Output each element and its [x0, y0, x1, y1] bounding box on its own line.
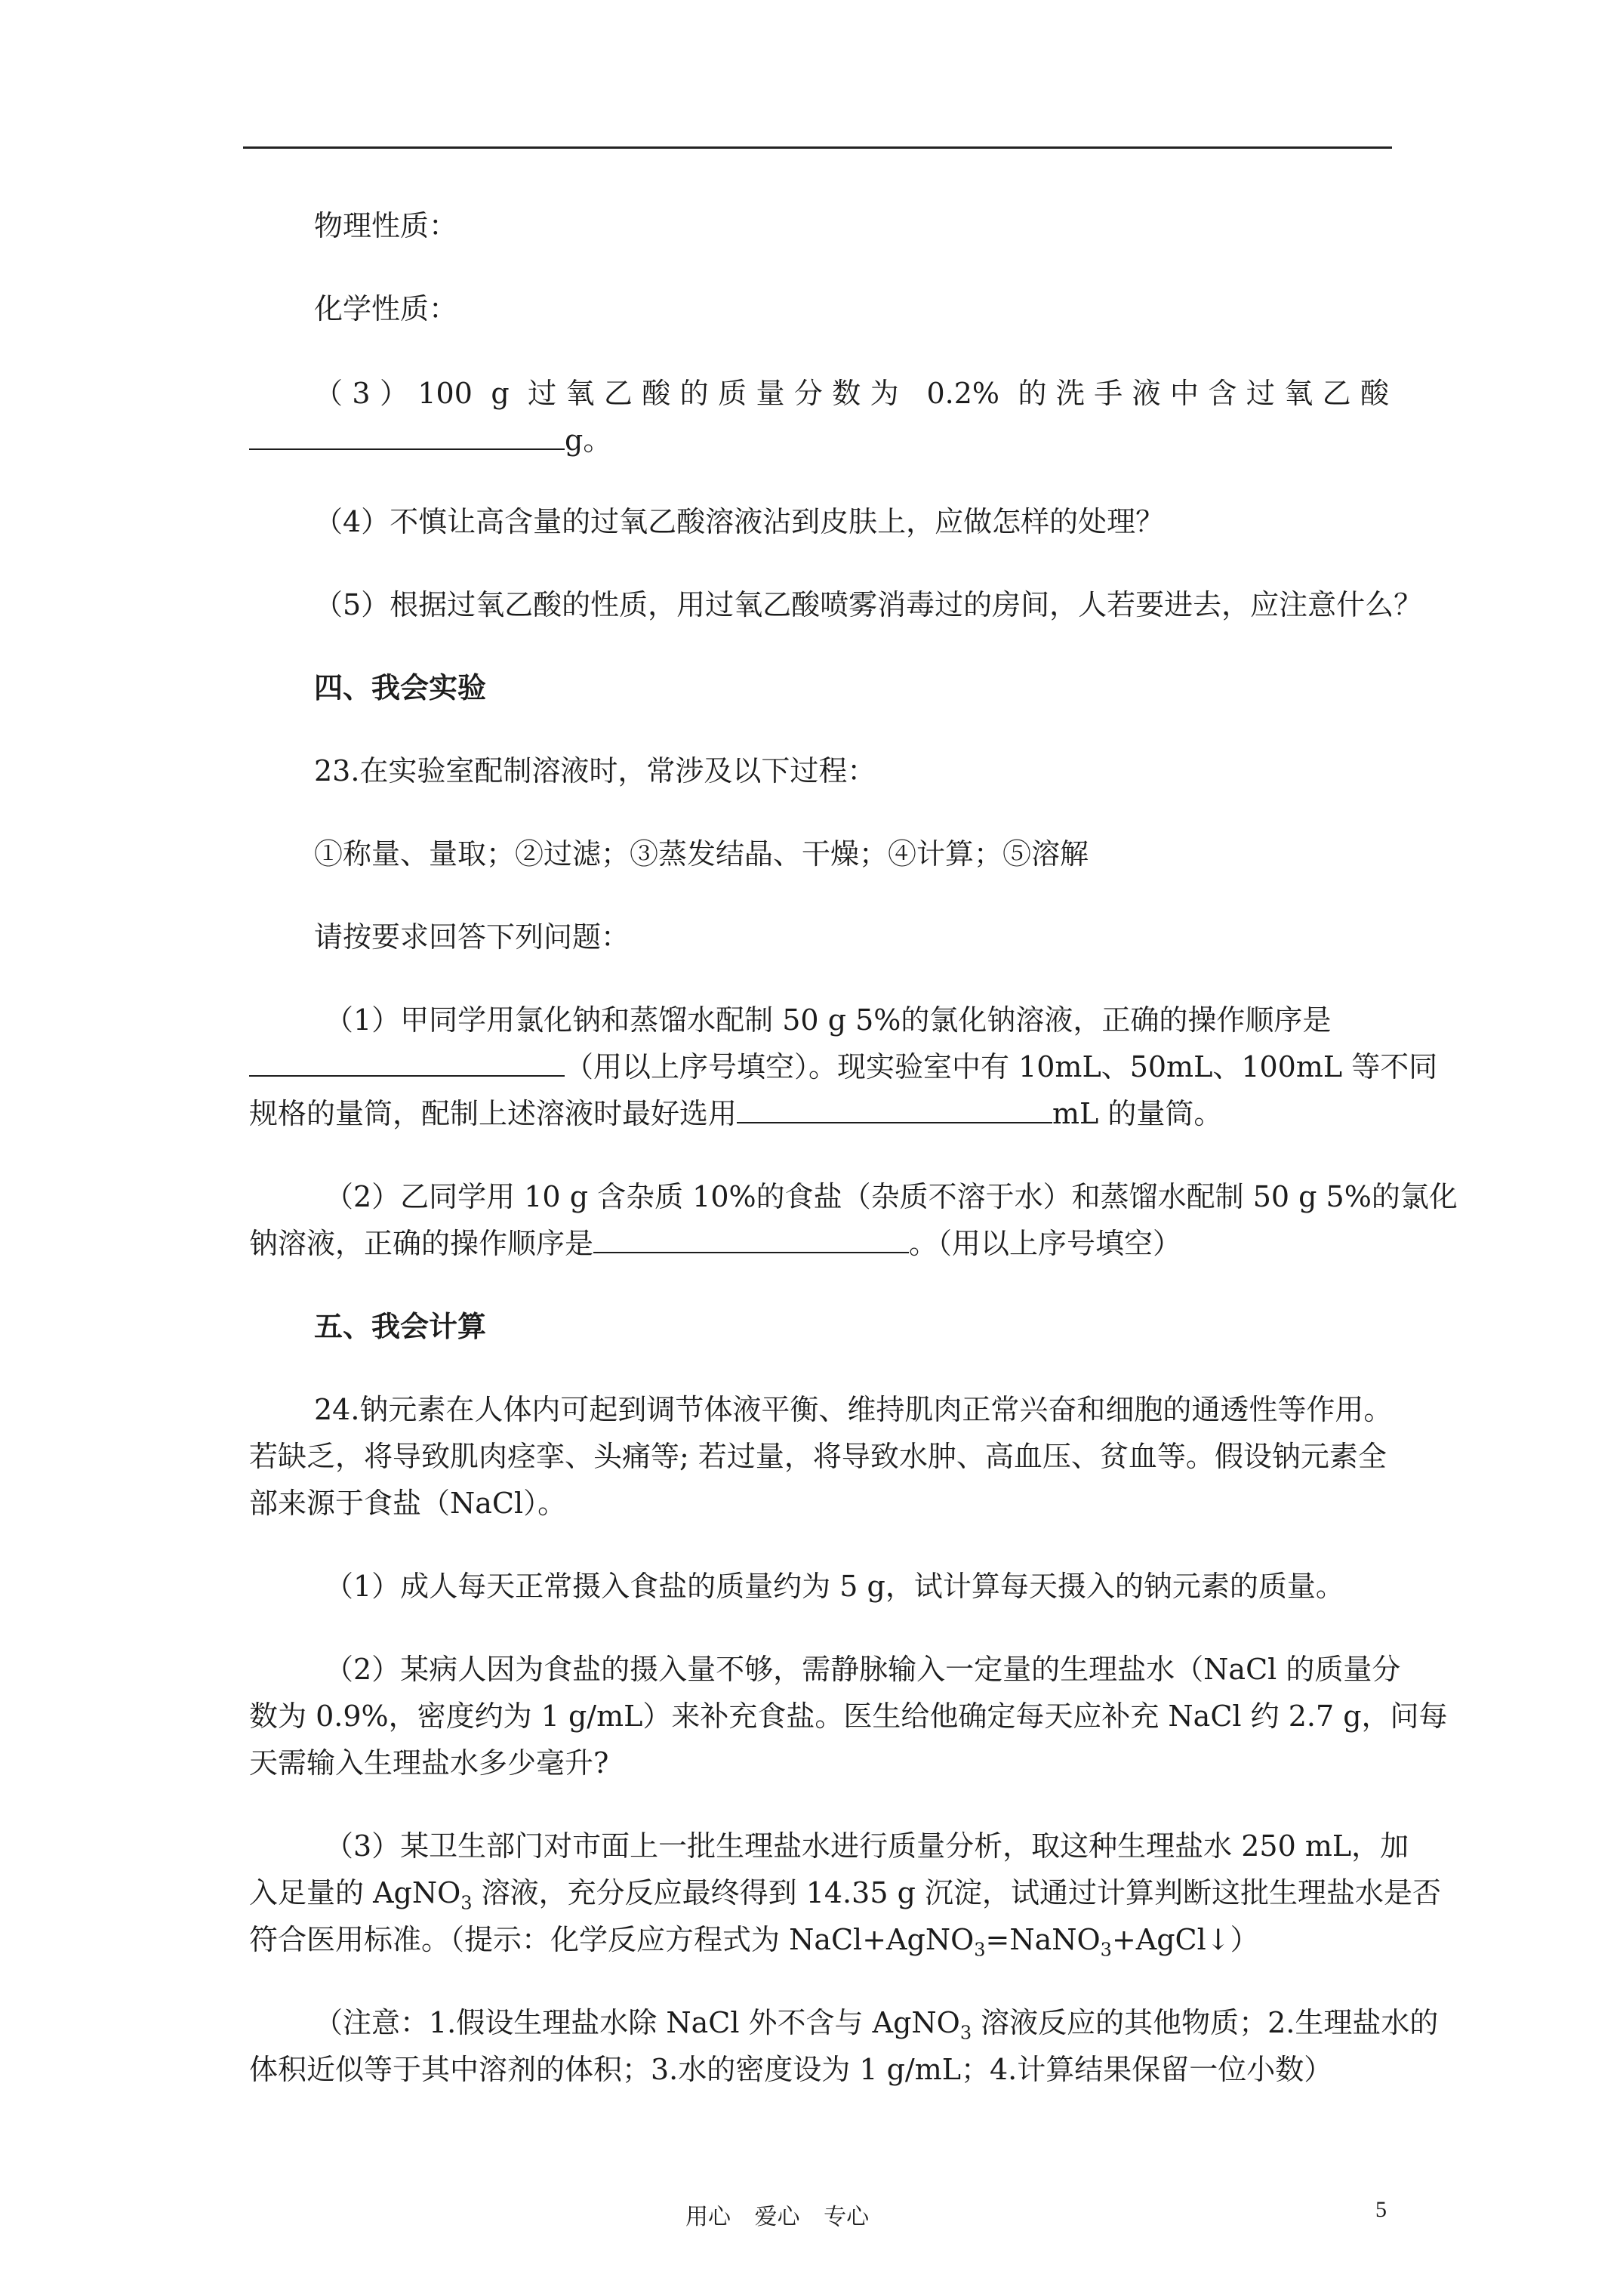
q24-part1: （1）成人每天正常摄入食盐的质量约为 5 g，试计算每天摄入的钠元素的质量。: [325, 1570, 1344, 1603]
q24-part3-line2-b: 溶液，充分反应最终得到 14.35 g 沉淀，试通过计算判断这批生理盐水是否: [472, 1876, 1441, 1909]
footer-slogan: 用心 爱心 专心: [685, 2204, 870, 2230]
q24-part3-line3-c: +AgCl↓）: [1111, 1923, 1259, 1956]
q23-part1-line2-text: （用以上序号填空）。现实验室中有 10mL、50mL、100mL 等不同: [565, 1050, 1438, 1083]
q23-part2-line2-text: 钠溶液，正确的操作顺序是: [249, 1227, 594, 1260]
q23-part1-line3: [249, 1095, 1222, 1133]
q23-stem: 23.在实验室配制溶液时，常涉及以下过程：: [314, 754, 876, 787]
q23-part1-line2: [249, 1048, 1437, 1086]
subscript: 3: [1100, 1939, 1112, 1961]
answer-blank[interactable]: [737, 1096, 1052, 1123]
section5-heading: 五、我会计算: [314, 1309, 487, 1343]
q24-part3-line3-a: 符合医用标准。（提示：化学反应方程式为 NaCl+AgNO: [249, 1923, 975, 1956]
q23-steps: ①称量、量取；②过滤；③蒸发结晶、干燥；④计算；⑤溶解: [314, 837, 1089, 871]
q23-prompt: 请按要求回答下列问题：: [314, 920, 630, 954]
q24-part3-line3: [249, 1921, 1259, 1959]
section4-heading: 四、我会实验: [314, 670, 487, 704]
q23-part1-line3-text: 规格的量筒，配制上述溶液时最好选用: [249, 1097, 738, 1130]
answer-blank[interactable]: [249, 1049, 565, 1077]
q23-part2-line1: （2）乙同学用 10 g 含杂质 10%的食盐（杂质不溶于水）和蒸馏水配制 50 g 5%的氯化: [325, 1180, 1458, 1213]
q23-part2-line2-end: 。（用以上序号填空）: [909, 1227, 1182, 1260]
q23-part2-line2: [249, 1225, 1181, 1262]
q24-part2-line3: 天需输入生理盐水多少毫升?: [249, 1746, 609, 1780]
q24-note-line1-b: 溶液反应的其他物质；2.生理盐水的: [972, 2006, 1439, 2039]
subscript: 3: [460, 1892, 473, 1914]
q23-part1-line1: （1）甲同学用氯化钠和蒸馏水配制 50 g 5%的氯化钠溶液，正确的操作顺序是: [325, 1003, 1332, 1037]
q22-part4: （4）不慎让高含量的过氧乙酸溶液沾到皮肤上，应做怎样的处理？: [314, 505, 1165, 538]
q22-part3-unit: g。: [565, 424, 612, 457]
q24-part2-line1: （2）某病人因为食盐的摄入量不够，需静脉输入一定量的生理盐水（NaCl 的质量分: [325, 1653, 1401, 1686]
q24-part2-line2: 数为 0.9%，密度约为 1 g/mL）来补充食盐。医生给他确定每天应补充 NaCl 约 2.7 g，问每: [249, 1700, 1448, 1733]
q22-part3-text: （3）100 g 过氧乙酸的质量分数为 0.2% 的洗手液中含过氧乙酸: [314, 377, 1389, 410]
q24-line1: 24.钠元素在人体内可起到调节体液平衡、维持肌肉正常兴奋和细胞的通透性等作用。: [314, 1393, 1393, 1426]
subscript: 3: [974, 1939, 986, 1961]
q24-part3-line3-b: =NaNO: [985, 1923, 1101, 1956]
answer-blank[interactable]: [593, 1226, 909, 1253]
q22-part3-answer-line: [249, 421, 611, 459]
q24-line2: 若缺乏，将导致肌肉痉挛、头痛等; 若过量，将导致水肿、高血压、贫血等。假设钠元素全: [249, 1440, 1387, 1473]
q23-part1-unit: mL 的量筒。: [1052, 1097, 1223, 1130]
q24-line3: 部来源于食盐（NaCl）。: [249, 1487, 567, 1520]
physical-properties-label: 物理性质：: [314, 209, 458, 242]
q24-note-line1-a: （注意：1.假设生理盐水除 NaCl 外不含与 AgNO: [314, 2006, 960, 2039]
subscript: 3: [959, 2022, 972, 2044]
page-number: 5: [1375, 2197, 1387, 2222]
q24-part3-line2-a: 入足量的 AgNO: [249, 1876, 461, 1909]
q24-note-line2: 体积近似等于其中溶剂的体积；3.水的密度设为 1 g/mL；4.计算结果保留一位小数）: [249, 2053, 1333, 2086]
header-rule: [243, 146, 1392, 149]
q22-part5: （5）根据过氧乙酸的性质，用过氧乙酸喷雾消毒过的房间，人若要进去，应注意什么？: [314, 588, 1423, 621]
chemical-properties-label: 化学性质：: [314, 292, 458, 325]
q24-part3-line2: [249, 1874, 1441, 1912]
q24-note-line1: [314, 2004, 1438, 2042]
q24-part3-line1: （3）某卫生部门对市面上一批生理盐水进行质量分析，取这种生理盐水 250 mL，加: [325, 1829, 1409, 1863]
answer-blank[interactable]: [249, 423, 565, 450]
